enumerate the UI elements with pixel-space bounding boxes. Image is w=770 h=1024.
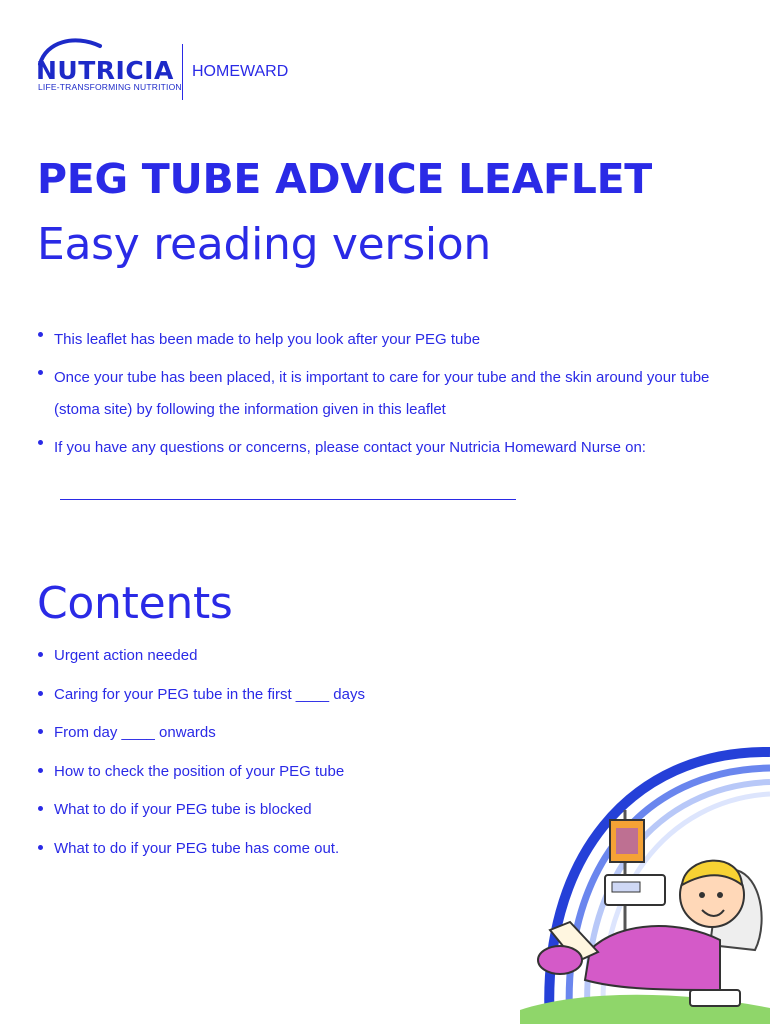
brand-name: NUTRICIA xyxy=(36,56,174,85)
brand-tagline: LIFE-TRANSFORMING NUTRITION xyxy=(38,82,182,92)
contents-item: What to do if your PEG tube is blocked xyxy=(36,798,456,822)
logo-divider xyxy=(182,44,183,100)
page-subtitle: Easy reading version xyxy=(37,219,491,270)
contents-item: Urgent action needed xyxy=(36,644,456,668)
page-title: PEG TUBE ADVICE LEAFLET xyxy=(37,155,652,203)
contents-item: Caring for your PEG tube in the first ____ days xyxy=(36,683,456,707)
nutricia-homeward-logo xyxy=(34,36,314,106)
service-name: HOMEWARD xyxy=(192,63,289,80)
nurse-contact-blank-line xyxy=(60,499,516,500)
intro-item: If you have any questions or concerns, please contact your Nutricia Homeward Nurse on: xyxy=(36,432,736,464)
contents-heading: Contents xyxy=(37,578,233,629)
contents-item: From day ____ onwards xyxy=(36,721,456,745)
intro-item: Once your tube has been placed, it is important to care for your tube and the skin around your tube (stoma site) by following the information given in this leaflet xyxy=(36,362,736,426)
intro-list xyxy=(36,324,736,470)
contents-item: How to check the position of your PEG tube xyxy=(36,760,456,784)
child-in-bed-with-feeding-pump-icon xyxy=(420,690,770,1024)
contents-list xyxy=(36,644,456,875)
contents-item: What to do if your PEG tube has come out. xyxy=(36,837,456,861)
intro-item: This leaflet has been made to help you look after your PEG tube xyxy=(36,324,736,356)
